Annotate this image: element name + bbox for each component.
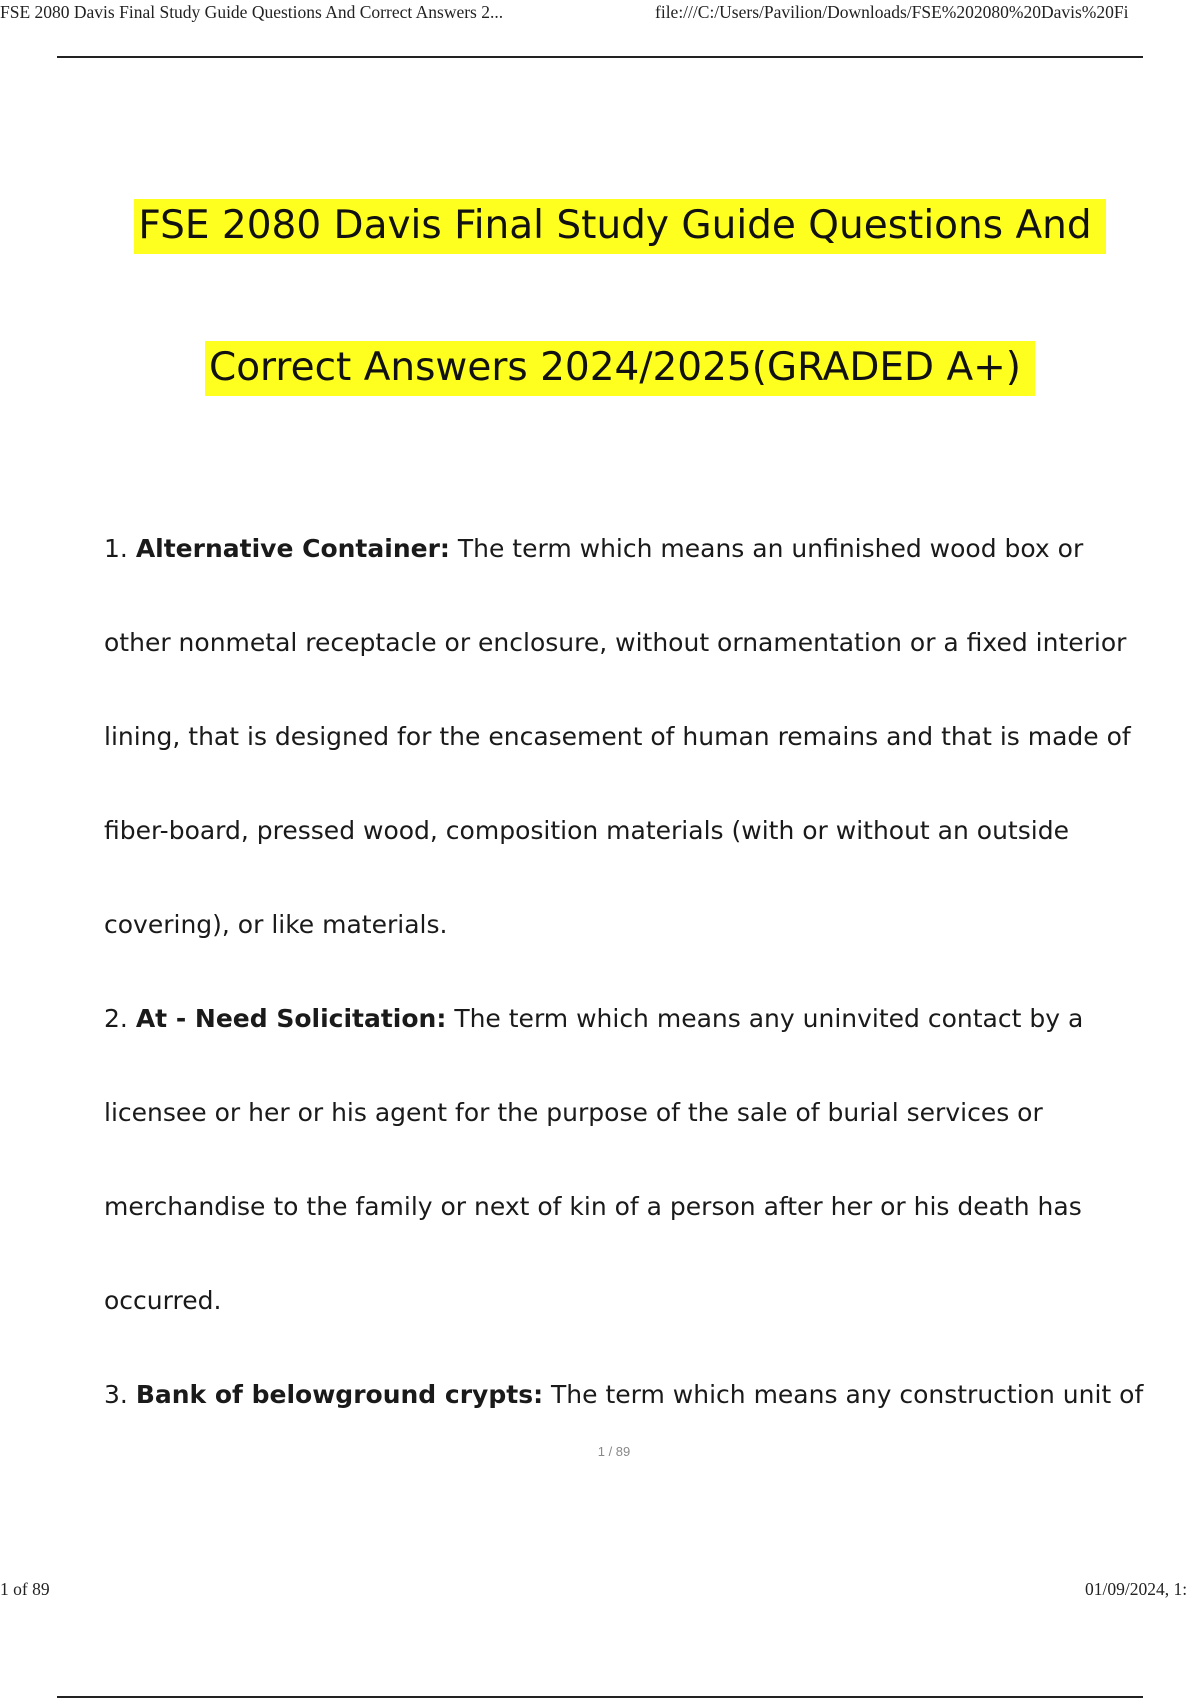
print-footer-date: 01/09/2024, 1:	[1085, 1579, 1188, 1599]
entry-number: 2.	[104, 1004, 128, 1033]
study-guide-body	[104, 502, 1144, 1442]
entry-definition: The term which means any construction unit of	[551, 1380, 1144, 1409]
entry-number: 3.	[104, 1380, 128, 1409]
document-title-line-1	[0, 203, 1200, 248]
entry-definition: The term which means an unfinished wood box or other nonmetal receptacle or enclosure, without ornamentation or a fixed interior lining, that is designed for the encasement of human remains and that is made of fiber-board, pressed wood, composition materials (with or without an outside covering), or like materials.	[104, 534, 1131, 939]
entry-term: Bank of belowground crypts:	[135, 1380, 544, 1409]
entry-2	[104, 972, 1144, 1348]
print-header-title: FSE 2080 Davis Final Study Guide Questions And Correct Answers 2...	[0, 2, 504, 22]
entry-1	[104, 502, 1144, 972]
page-indicator: 1 / 89	[597, 1444, 631, 1459]
footer-rule	[57, 1696, 1143, 1698]
print-header-url: file:///C:/Users/Pavilion/Downloads/FSE%202080%20Davis%20Fi	[655, 2, 1129, 22]
entry-3	[104, 1348, 1144, 1442]
print-footer-page: 1 of 89	[0, 1579, 50, 1599]
entry-number: 1.	[104, 534, 128, 563]
document-title-line-2	[0, 345, 1200, 390]
entry-term: Alternative Container:	[135, 534, 450, 563]
entry-definition: The term which means any uninvited contact by a licensee or her or his agent for the purpose of the sale of burial services or merchandise to the family or next of kin of a person after her or his death has occurred.	[104, 1004, 1084, 1315]
title-highlight-1: FSE 2080 Davis Final Study Guide Questions And	[134, 199, 1105, 254]
header-rule	[57, 56, 1143, 58]
title-highlight-2: Correct Answers 2024/2025(GRADED A+)	[205, 341, 1035, 396]
entry-term: At - Need Solicitation:	[135, 1004, 447, 1033]
